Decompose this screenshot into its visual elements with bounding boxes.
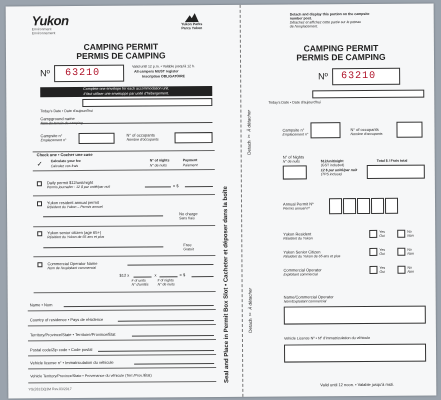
right-nights-label: N° of Nights bbox=[282, 154, 305, 160]
commercial-no-label: No bbox=[407, 265, 412, 270]
senior-yes-checkbox[interactable] bbox=[369, 248, 377, 256]
formula-units-caption: # of units bbox=[131, 278, 146, 283]
commercial-oui-label: Oui bbox=[379, 269, 385, 274]
detach-label-top bbox=[246, 110, 252, 155]
commercial-non-label: Non bbox=[407, 269, 414, 274]
left-instruction-bar bbox=[40, 86, 212, 97]
annual-permit-label: Annual Permit Nº bbox=[283, 201, 314, 207]
left-campsite-input[interactable] bbox=[79, 133, 115, 144]
left-separator-2 bbox=[33, 169, 215, 171]
form-code: YG(2813)Q3M Rev.03/2017 bbox=[28, 387, 72, 392]
territory-underline bbox=[28, 339, 216, 341]
left-todays-date-label: Today's Date • Date d'aujourd'hui bbox=[40, 108, 94, 114]
nights-header-fr: N° de nuits bbox=[149, 163, 167, 168]
vehicle-territory-label: Vehicle Territory/Province/State • Provenance du véhicule (Terr./Prov./État) bbox=[30, 373, 152, 379]
formula-nights-caption-fr: N° de nuits bbox=[157, 282, 175, 287]
commercial-yes-label: Yes bbox=[379, 265, 386, 270]
detach-bottom-en: Detach bbox=[247, 318, 253, 333]
left-occupants-label: N° of occupants bbox=[126, 132, 155, 138]
right-total-label: Total $ / Frais total bbox=[376, 158, 408, 163]
mountain-icon bbox=[185, 13, 199, 22]
left-campsite-label-fr: Emplacement n° bbox=[40, 138, 67, 143]
right-vehicle-input[interactable] bbox=[284, 344, 426, 363]
instruction-line-en: Complete one envelope for each accommodation unit. bbox=[83, 86, 170, 91]
postal-label: Postal code/Zip code • Code postal bbox=[30, 346, 93, 353]
yukon-resident-label-fr: Résident du Yukon bbox=[283, 236, 313, 241]
nights-header: N° of nights bbox=[149, 158, 170, 163]
left-occupants-label-fr: Nombre d'occupants bbox=[126, 137, 159, 142]
commercial-label-fr: Nom de l'exploitant commercial bbox=[47, 265, 97, 271]
scissors-icon-top: ✂ bbox=[246, 132, 252, 140]
annual-digit-4[interactable] bbox=[371, 198, 384, 214]
sans-frais-label: Sans frais bbox=[179, 216, 195, 221]
annual-digit-3[interactable] bbox=[357, 198, 370, 214]
senior-id-input[interactable] bbox=[43, 246, 163, 248]
right-vehicle-label: Vehicle Licence Nº • Nº d'immatriculation du véhicule bbox=[283, 335, 371, 341]
yukon-logo-text: Yukon bbox=[31, 13, 69, 29]
right-note-4: de l'emplacement. bbox=[289, 24, 319, 29]
left-title-fr: PERMIS DE CAMPING bbox=[76, 50, 166, 62]
annual-digit-1[interactable] bbox=[329, 198, 342, 214]
right-nights-input[interactable] bbox=[283, 165, 307, 179]
name-input[interactable] bbox=[64, 305, 214, 307]
left-separator-6 bbox=[34, 291, 216, 293]
right-todays-date-label: Today's Date • Date d'aujourd'hui bbox=[268, 100, 321, 105]
postal-input[interactable] bbox=[98, 350, 214, 352]
vehicle-territory-underline bbox=[28, 381, 216, 383]
formula-nights-caption: # of nights bbox=[157, 278, 174, 283]
yukon-logo bbox=[32, 14, 69, 35]
right-campsite-input[interactable] bbox=[310, 122, 340, 138]
gratuit-label: Gratuit bbox=[183, 247, 194, 252]
territory-input[interactable] bbox=[132, 335, 214, 337]
formula-times: x bbox=[154, 272, 157, 278]
calc-fee-label-fr: Calculez vos frais bbox=[50, 163, 79, 169]
daily-nights-input[interactable] bbox=[145, 186, 171, 187]
country-label: Country of residence • Pays de résidence bbox=[29, 316, 104, 323]
left-permit-number: 63210 bbox=[65, 67, 101, 80]
right-nights-label-fr: N° de nuits bbox=[282, 159, 300, 164]
free-label: Free bbox=[183, 242, 192, 248]
campground-name-input[interactable] bbox=[40, 122, 212, 124]
daily-payment-input[interactable] bbox=[185, 186, 213, 187]
payment-header-fr: Paiement bbox=[182, 163, 198, 168]
operator-name-label: Name/Commercial Operator bbox=[283, 294, 334, 300]
checkmark-icon: ✓ bbox=[36, 161, 43, 169]
right-campsite-label-fr: Emplacement n° bbox=[282, 132, 309, 137]
operator-name-input[interactable] bbox=[284, 306, 426, 325]
country-input[interactable] bbox=[118, 320, 214, 322]
senior-no-checkbox[interactable] bbox=[397, 248, 405, 256]
senior-label: Yukon senior citizen (age 65+) bbox=[47, 229, 102, 236]
resident-non-label: Non bbox=[407, 233, 414, 238]
detach-label-bottom bbox=[248, 288, 254, 333]
formula-nights-input[interactable] bbox=[160, 276, 178, 277]
name-underline bbox=[28, 309, 216, 311]
right-permit-number-box bbox=[332, 68, 400, 85]
annual-digit-2[interactable] bbox=[343, 198, 356, 214]
right-note-3: Détachez et affichez cette partie sur le poteau bbox=[289, 20, 361, 25]
annual-digit-5[interactable] bbox=[385, 198, 398, 214]
territory-label: Territory/Province/State • Territoire/Province/État bbox=[29, 331, 116, 338]
left-valid-until: Valid until 12 p.m. • Valable jusqu'à 12 h. bbox=[132, 64, 195, 69]
daily-eq: = $ bbox=[172, 183, 179, 189]
payment-header: Payment bbox=[182, 158, 198, 163]
calc-fee-label: Calculate your fee bbox=[50, 158, 81, 164]
resident-no-label: No bbox=[407, 229, 412, 234]
right-permit-number: 63210 bbox=[341, 70, 377, 83]
left-occupants-input[interactable] bbox=[175, 132, 213, 143]
left-separator-3 bbox=[33, 194, 215, 196]
detach-top-en: Detach bbox=[246, 140, 252, 155]
senior-citizen-label: Yukon Senior Citizen bbox=[283, 249, 321, 255]
name-label: Name • Nom bbox=[29, 302, 53, 308]
right-rate-sub: (GST included) bbox=[320, 163, 345, 168]
vehicle-license-underline bbox=[28, 367, 216, 369]
right-rate-fr: 12 $ par unité/par nuit bbox=[320, 168, 358, 173]
senior-checkbox[interactable] bbox=[37, 231, 42, 236]
no-charge-label: No charge bbox=[179, 211, 198, 217]
commercial-label: Commercial Operator Name bbox=[47, 260, 98, 267]
right-date-field[interactable] bbox=[312, 90, 424, 99]
resident-yes-checkbox[interactable] bbox=[369, 230, 377, 238]
resident-oui-label: Oui bbox=[379, 233, 385, 238]
right-rate-fr-sub: (TPS incluse) bbox=[320, 172, 342, 177]
yukon-logo-subtitle: Environment Environnement bbox=[31, 27, 56, 36]
resident-yes-label: Yes bbox=[379, 229, 385, 234]
formula-eq: = $ bbox=[179, 272, 186, 278]
right-occupants-input[interactable] bbox=[396, 122, 422, 138]
senior-non-label: Non bbox=[407, 251, 414, 256]
check-one-label: Check one • Cocher une case bbox=[36, 151, 93, 158]
country-underline bbox=[28, 324, 216, 326]
right-permit-no-label: Nº bbox=[318, 71, 328, 82]
senior-label-fr: Résident du Yukon de 65 ans et plus bbox=[47, 234, 105, 240]
yukon-parks-logo bbox=[174, 13, 210, 30]
instruction-line-fr: Il faut utiliser une enveloppe par unité d'hébergement. bbox=[83, 91, 170, 96]
resident-annual-label-fr: Résident du Yukon – Permis annuel bbox=[47, 204, 103, 210]
seal-instruction: Seal and Place in Permit Box Slot • Cacheter et déposer dans la boîte bbox=[222, 186, 231, 383]
right-total-input[interactable] bbox=[367, 165, 425, 179]
left-separator-4 bbox=[33, 225, 215, 227]
left-must-register: All campers MUST register bbox=[134, 69, 179, 74]
campground-name-label: Campground name bbox=[40, 116, 75, 122]
senior-oui-label: Oui bbox=[379, 251, 385, 256]
right-occupants-label: N° of occupants bbox=[350, 126, 379, 133]
yukon-resident-label: Yukon Resident bbox=[283, 231, 312, 237]
scissors-icon-bottom: ✂ bbox=[247, 310, 253, 318]
perforation-line bbox=[240, 5, 244, 397]
left-separator-5 bbox=[33, 255, 215, 257]
commercial-op-label: Commercial Operator bbox=[283, 267, 322, 273]
vehicle-license-input[interactable] bbox=[134, 363, 214, 365]
yukon-parks-text: Yukon Parks Parcs Yukon bbox=[181, 22, 203, 31]
formula-unit-rate: $12 x bbox=[119, 272, 130, 278]
daily-permit-label: Daily permit $12/unit/night bbox=[46, 179, 94, 186]
senior-citizen-label-fr: Résident du Yukon de 65 ans et plus bbox=[283, 254, 341, 259]
resident-no-checkbox[interactable] bbox=[397, 230, 405, 238]
right-title-fr: PERMIS DE CAMPING bbox=[296, 51, 386, 63]
right-note-2: number post. bbox=[289, 16, 312, 21]
postal-underline bbox=[28, 354, 216, 356]
commercial-yes-checkbox[interactable] bbox=[369, 266, 377, 274]
annual-permit-label-fr: Permis annuel nº bbox=[283, 206, 310, 211]
daily-permit-label-fr: Permis journalier : 12 $ par unité/par nuit bbox=[46, 184, 111, 190]
left-title-en: CAMPING PERMIT bbox=[83, 41, 159, 52]
vehicle-license-label: Vehicle license n° • Immatriculation du véhicule bbox=[30, 359, 114, 366]
formula-payment-input[interactable] bbox=[192, 276, 214, 277]
senior-yes-label: Yes bbox=[379, 247, 386, 252]
left-date-field[interactable] bbox=[82, 98, 212, 107]
right-campsite-label: Campsite n° bbox=[282, 127, 305, 133]
campground-name-label-fr: Nom du terrain de camping bbox=[40, 120, 83, 126]
left-inscription: Inscription OBLIGATOIRE bbox=[142, 74, 186, 79]
left-campsite-label: Campsite n° bbox=[40, 133, 63, 139]
annual-permit-input[interactable] bbox=[43, 215, 163, 217]
left-permit-no-label: Nº bbox=[40, 68, 50, 79]
detach-bottom-fr: À détacher bbox=[247, 287, 253, 310]
commercial-checkbox[interactable] bbox=[37, 262, 42, 267]
formula-units-caption-fr: N° d'unités bbox=[131, 282, 149, 287]
resident-annual-label: Yukon resident annual permit bbox=[46, 199, 99, 206]
right-occupants-label-fr: Nombre d'occupants bbox=[350, 131, 383, 137]
left-permit-number-box bbox=[54, 65, 124, 82]
commercial-no-checkbox[interactable] bbox=[397, 266, 405, 274]
commercial-op-label-fr: Exploitant commercial bbox=[283, 272, 318, 277]
right-rate-label: $12/unit/night bbox=[320, 159, 344, 164]
operator-name-label-fr: Nom/Exploitant commercial bbox=[283, 299, 327, 304]
formula-units-input[interactable] bbox=[134, 276, 152, 277]
right-valid-until: Valid until 12 noon. • Valable jusqu'à midi. bbox=[320, 381, 394, 388]
right-note-1: Detach and display this portion on the campsite bbox=[289, 11, 370, 17]
right-title-en: CAMPING PERMIT bbox=[303, 42, 379, 54]
resident-annual-checkbox[interactable] bbox=[37, 201, 42, 206]
permit-sheet bbox=[6, 4, 437, 399]
daily-permit-checkbox[interactable] bbox=[37, 181, 42, 186]
senior-no-label: No bbox=[407, 247, 412, 252]
detach-top-fr: À détacher bbox=[246, 109, 252, 132]
commercial-name-input[interactable] bbox=[127, 264, 213, 266]
